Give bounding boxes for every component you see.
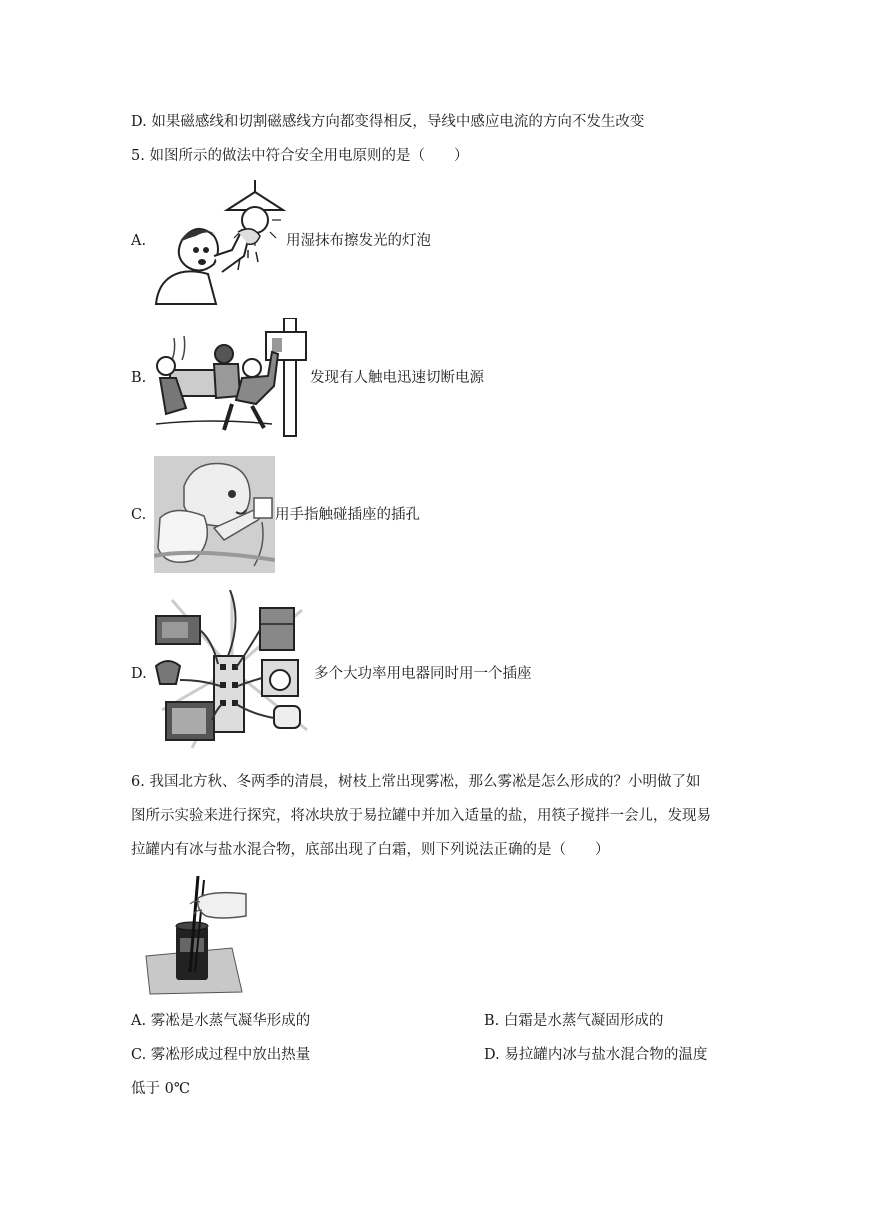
q6-option-c: C. 雾凇形成过程中放出热量 <box>131 1047 311 1063</box>
q5-option-a-caption: 用湿抹布擦发光的灯泡 <box>286 233 431 249</box>
can-stirring-illustration <box>142 876 248 996</box>
q6-option-a: A. 雾凇是水蒸气凝华形成的 <box>131 1013 311 1029</box>
q5-option-b-caption: 发现有人触电迅速切断电源 <box>310 370 484 386</box>
q5-option-d-caption: 多个大功率用电器同时用一个插座 <box>314 666 532 682</box>
q5-option-a-letter: A. <box>131 233 147 249</box>
q5-stem: 5. 如图所示的做法中符合安全用电原则的是（ ） <box>131 148 469 164</box>
q5-option-d-letter: D. <box>131 666 147 682</box>
q5-option-c-letter: C. <box>131 507 147 523</box>
q6-option-d-continued: 低于 0℃ <box>131 1081 191 1097</box>
q4-option-d: D. 如果磁感线和切割磁感线方向都变得相反，导线中感应电流的方向不发生改变 <box>131 114 645 130</box>
wet-cloth-lamp-illustration <box>152 180 287 308</box>
q6-stem-line-3: 拉罐内有冰与盐水混合物，底部出现了白霜，则下列说法正确的是（ ） <box>131 842 610 858</box>
q6-stem-line-1: 6. 我国北方秋、冬两季的清晨，树枝上常出现雾凇，那么雾凇是怎么形成的？小明做了如 <box>131 774 701 790</box>
overloaded-socket-illustration <box>152 590 312 752</box>
q5-option-c-caption: 用手指触碰插座的插孔 <box>275 507 420 523</box>
q6-option-d: D. 易拉罐内冰与盐水混合物的温度 <box>484 1047 708 1063</box>
q5-option-b-letter: B. <box>131 370 147 386</box>
electric-shock-switch-illustration <box>152 318 310 438</box>
q6-stem-line-2: 图所示实验来进行探究，将冰块放于易拉罐中并加入适量的盐，用筷子搅拌一会儿，发现易 <box>131 808 711 824</box>
baby-socket-illustration <box>154 456 275 573</box>
q6-option-b: B. 白霜是水蒸气凝固形成的 <box>484 1013 664 1029</box>
